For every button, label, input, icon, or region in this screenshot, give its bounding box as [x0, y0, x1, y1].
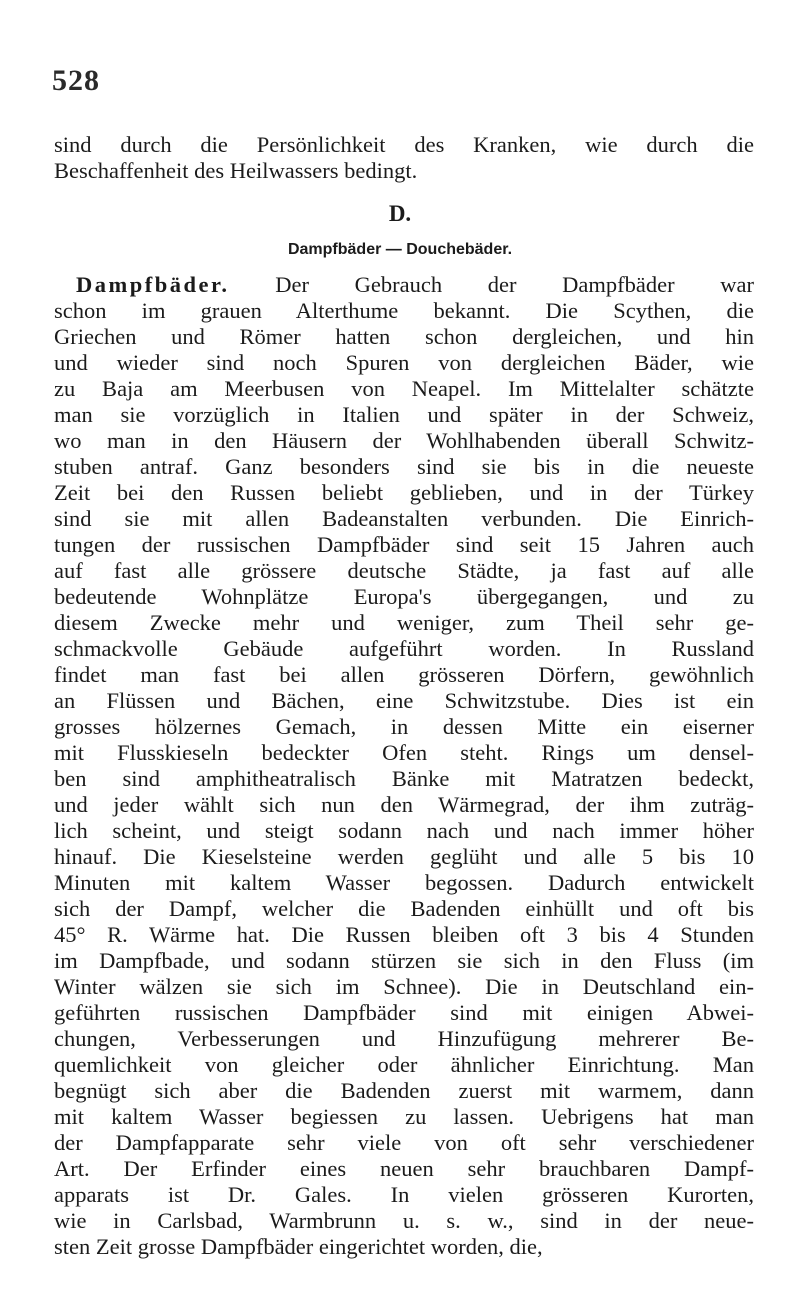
- intro-paragraph: [54, 132, 754, 184]
- lead-word: Dampfbäder.: [76, 272, 230, 297]
- text-line: geführten russischen Dampfbäder sind mit einigen Abwei-: [54, 1000, 754, 1025]
- text-line: und wieder sind noch Spuren von dergleichen Bäder, wie: [54, 350, 754, 375]
- text-line: und jeder wählt sich nun den Wärmegrad, der ihm zuträg-: [54, 792, 754, 817]
- text-line: Art. Der Erfinder eines neuen sehr brauchbaren Dampf-: [54, 1156, 754, 1181]
- text-line: sind sie mit allen Badeanstalten verbunden. Die Einrich-: [54, 506, 754, 531]
- text-line: hinauf. Die Kieselsteine werden geglüht und alle 5 bis 10: [54, 844, 754, 869]
- text-line: schmackvolle Gebäude aufgeführt worden. In Russland: [54, 636, 754, 661]
- text-line: ben sind amphitheatralisch Bänke mit Matratzen bedeckt,: [54, 766, 754, 791]
- text-line: wie in Carlsbad, Warmbrunn u. s. w., sind in der neue-: [54, 1208, 754, 1233]
- text-line: begnügt sich aber die Badenden zuerst mit warmem, dann: [54, 1078, 754, 1103]
- text-line: tungen der russischen Dampfbäder sind seit 15 Jahren auch: [54, 532, 754, 557]
- text-line: grosses hölzernes Gemach, in dessen Mitte ein eiserner: [54, 714, 754, 739]
- text-line: schon im grauen Alterthume bekannt. Die Scythen, die: [54, 298, 754, 323]
- text-line: Minuten mit kaltem Wasser begossen. Dadurch entwickelt: [54, 870, 754, 895]
- text-line: sten Zeit grosse Dampfbäder eingerichtet worden, die,: [54, 1234, 543, 1259]
- text-line: an Flüssen und Bächen, eine Schwitzstube. Dies ist ein: [54, 688, 754, 713]
- page-number: 528: [52, 64, 100, 97]
- text-line: wo man in den Häusern der Wohlhabenden überall Schwitz-: [54, 428, 754, 453]
- text-line-rest: Der Gebrauch der Dampfbäder war: [229, 272, 754, 297]
- text-line: zu Baja am Meerbusen von Neapel. Im Mittelalter schätzte: [54, 376, 754, 401]
- section-subtitle: Dampfbäder — Douchebäder.: [287, 241, 513, 258]
- text-line: mit Flusskieseln bedeckter Ofen steht. Rings um densel-: [54, 740, 754, 765]
- text-line: auf fast alle grössere deutsche Städte, ja fast auf alle: [54, 558, 754, 583]
- text-line: quemlichkeit von gleicher oder ähnlicher Einrichtung. Man: [54, 1052, 754, 1077]
- text-line: lich scheint, und steigt sodann nach und nach immer höher: [54, 818, 754, 843]
- text-line: apparats ist Dr. Gales. In vielen grösseren Kurorten,: [54, 1182, 754, 1207]
- text-line: diesem Zwecke mehr und weniger, zum Theil sehr ge-: [54, 610, 754, 635]
- text-line: der Dampfapparate sehr viele von oft sehr verschiedener: [54, 1130, 754, 1155]
- text-line: Griechen und Römer hatten schon dergleichen, und hin: [54, 324, 754, 349]
- text-line-first: [54, 272, 754, 298]
- text-line: man sie vorzüglich in Italien und später in der Schweiz,: [54, 402, 754, 427]
- text-line: findet man fast bei allen grösseren Dörfern, gewöhnlich: [54, 662, 754, 687]
- body-paragraph: [54, 272, 754, 1260]
- text-line: chungen, Verbesserungen und Hinzufügung mehrerer Be-: [54, 1026, 754, 1051]
- text-line: im Dampfbade, und sodann stürzen sie sich in den Fluss (im: [54, 948, 754, 973]
- text-line: sind durch die Persönlichkeit des Kranken, wie durch die: [54, 132, 754, 157]
- section-heading: D.: [388, 201, 412, 226]
- text-line: Winter wälzen sie sich im Schnee). Die in Deutschland ein-: [54, 974, 754, 999]
- text-line: mit kaltem Wasser begiessen zu lassen. Uebrigens hat man: [54, 1104, 754, 1129]
- text-line: sich der Dampf, welcher die Badenden einhüllt und oft bis: [54, 896, 754, 921]
- text-line: stuben antraf. Ganz besonders sind sie bis in die neueste: [54, 454, 754, 479]
- text-line: 45° R. Wärme hat. Die Russen bleiben oft 3 bis 4 Stunden: [54, 922, 754, 947]
- text-line: Zeit bei den Russen beliebt geblieben, und in der Türkey: [54, 480, 754, 505]
- text-line: Beschaffenheit des Heilwassers bedingt.: [54, 158, 418, 183]
- text-line: bedeutende Wohnplätze Europa's übergegangen, und zu: [54, 584, 754, 609]
